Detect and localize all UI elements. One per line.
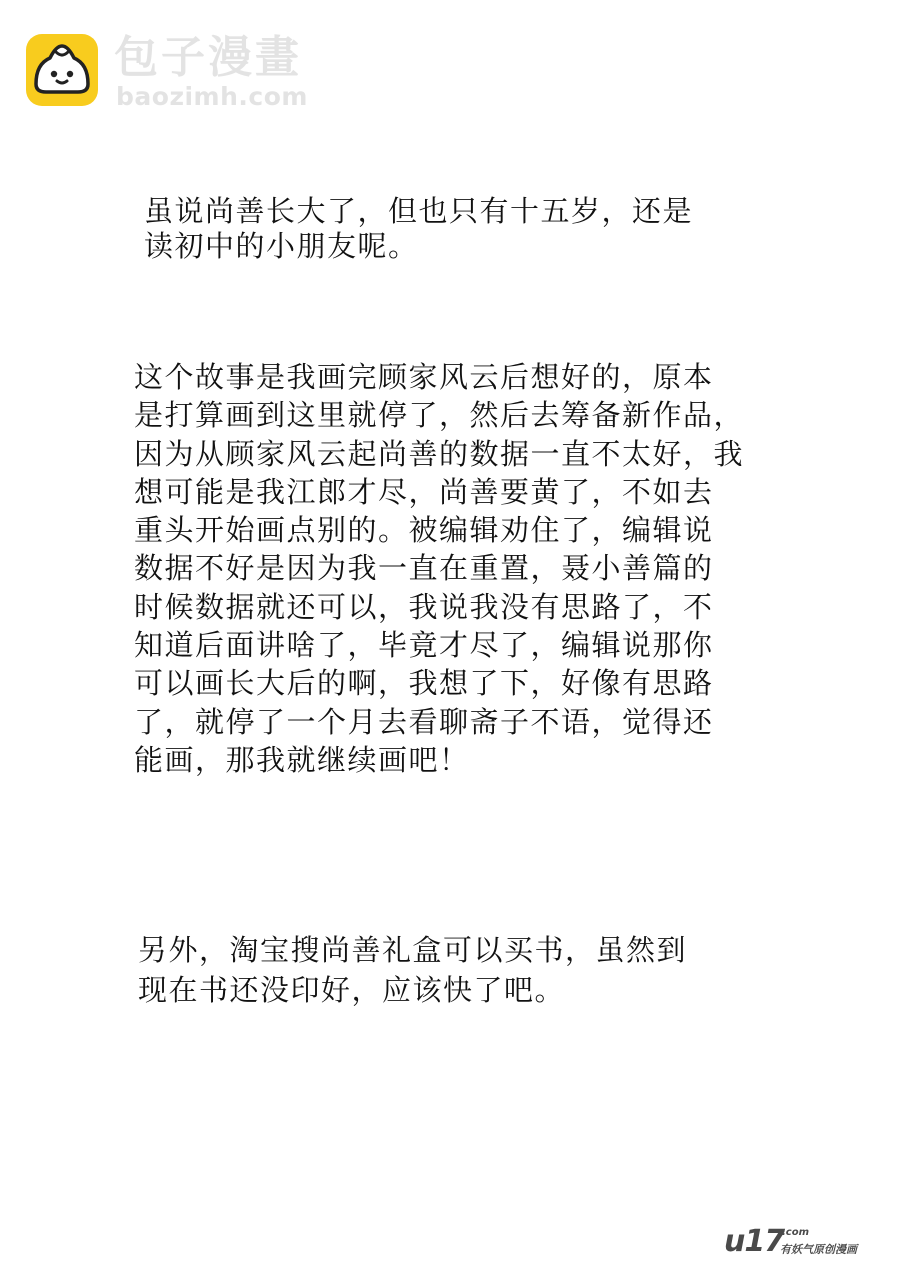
logo-badge xyxy=(26,34,98,106)
paragraph-2 xyxy=(134,358,744,779)
paragraph-3 xyxy=(138,930,687,1010)
u17-slogan: 有妖气原创漫画 xyxy=(780,1243,857,1256)
text-line: 想可能是我江郎才尽，尚善要黄了，不如去 xyxy=(134,474,714,509)
paragraph-1 xyxy=(144,194,693,264)
text-line: 现在书还没印好，应该快了吧。 xyxy=(138,973,566,1007)
watermark-domain: baozimh.com xyxy=(116,82,308,111)
text-line: 重头开始画点别的。被编辑劝住了，编辑说 xyxy=(134,513,714,548)
site-watermark xyxy=(26,34,326,114)
text-line: 虽说尚善长大了，但也只有十五岁，还是 xyxy=(144,194,694,228)
text-line: 是打算画到这里就停了，然后去筹备新作品， xyxy=(134,398,745,433)
text-line: 读初中的小朋友呢。 xyxy=(144,229,419,263)
text-line: 时候数据就还可以，我说我没有思路了，不 xyxy=(134,589,714,624)
text-line: 可以画长大后的啊，我想了下，好像有思路 xyxy=(134,666,714,701)
text-line: 知道后面讲啥了，毕竟才尽了，编辑说那你 xyxy=(134,628,714,663)
text-line: 能画，那我就继续画吧！ xyxy=(134,742,470,777)
text-line: 了，就停了一个月去看聊斋子不语，觉得还 xyxy=(134,704,714,739)
watermark-site-name: 包子漫畫 xyxy=(114,32,302,83)
text-line: 这个故事是我画完顾家风云后想好的，原本 xyxy=(134,360,714,394)
u17-suffix: .com xyxy=(782,1227,810,1238)
text-line: 数据不好是因为我一直在重置，聂小善篇的 xyxy=(134,551,714,586)
text-line: 因为从顾家风云起尚善的数据一直不太好，我 xyxy=(134,436,745,471)
u17-brand: u17 xyxy=(724,1224,785,1259)
u17-corner-watermark xyxy=(724,1224,874,1261)
bun-face-icon xyxy=(26,34,98,106)
text-line: 另外，淘宝搜尚善礼盒可以买书，虽然到 xyxy=(138,933,688,967)
